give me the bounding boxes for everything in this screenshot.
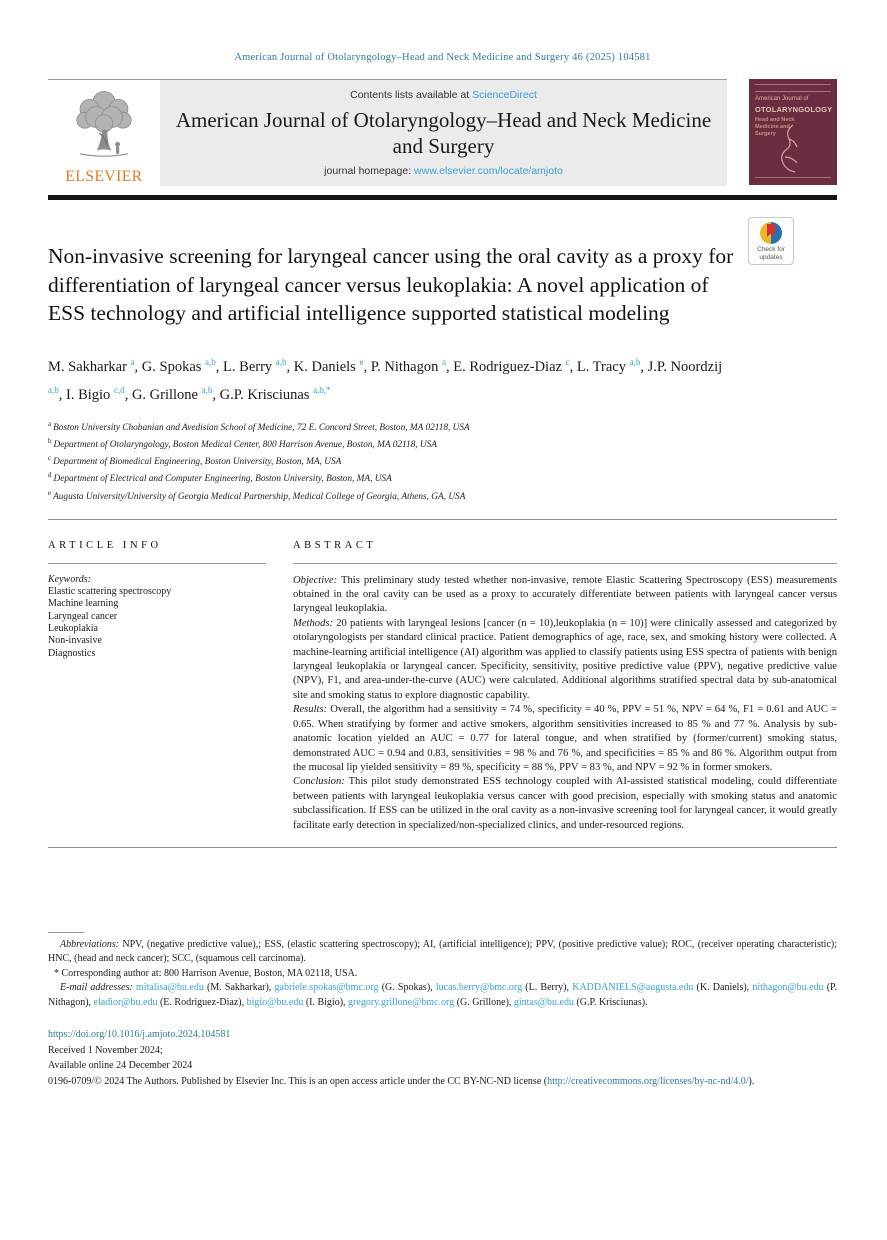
- email-addresses-note: E-mail addresses: mitalisa@bu.edu (M. Sakharkar), gabriele.spokas@bmc.org (G. Spokas), lucas.berry@bmc.org (L. Berry), KADDANIELS@augusta.edu (K. Daniels), nithagon@bu.edu (P. Nithagon), eladior@bu.edu (E. Rodriguez-Diaz), bigio@bu.edu (I. Bigio), gregory.grillone@bmc.org (G. Grillone), gintas@bu.edu (G.P. Krisciunas).: [48, 982, 838, 1008]
- author: G. Spokas $^{a,b}$ ,: [142, 359, 223, 375]
- journal-cover-thumbnail: [749, 79, 837, 185]
- abstract-paragraph-methods: Methods: 20 patients with laryngeal lesions [cancer (n = 10),leukoplakia (n = 10)] were clinically assessed and categorized by otolaryngologists per standard clinical practice. Patient demographics of age, race, sex, and smoking history were collected. A machine-learning artificial intelligence (AI) algorithm was applied to classify patients using ESS spectra of patients with benign laryngeal leukoplakia or laryngeal cancer. Specificity, sensitivity, positive predictive value (PPV), negative predictive value (NPV), F1, and area-under-the-curve (AUC) were calculated. Additional algorithms stratified spectral data by sub-anatomical site and smoking status to explore diagnostic capability.: [293, 617, 837, 701]
- check-for-updates-badge[interactable]: [748, 217, 794, 265]
- author-affil-sup[interactable]: a: [130, 357, 135, 368]
- email-link[interactable]: gabriele.spokas@bmc.org: [274, 982, 379, 994]
- keywords-label: Keywords:: [48, 573, 91, 585]
- abstract-heading: ABSTRACT: [293, 539, 377, 551]
- author: L. Berry $^{a,b}$ ,: [223, 359, 294, 375]
- affiliation: $^c$ Department of Biomedical Engineering, Boston University, Boston, MA, USA: [48, 454, 342, 468]
- email-link[interactable]: mitalisa@bu.edu: [136, 982, 204, 994]
- check-updates-label: Check for updates: [757, 246, 785, 262]
- section-divider-bottom: [48, 847, 837, 848]
- author: E. Rodriguez-Diaz $^c$ ,: [453, 359, 577, 375]
- author-affil-sup[interactable]: e: [359, 357, 364, 368]
- corresponding-marker: *: [54, 967, 59, 979]
- author: G.P. Krisciunas $^{a,b,*}$: [219, 385, 331, 404]
- cc-license-link[interactable]: http://creativecommons.org/licenses/by-nc-nd/4.0/: [547, 1075, 749, 1087]
- abstract-column: [293, 520, 837, 833]
- abstract-paragraph-results: Results: Overall, the algorithm had a sensitivity = 74 %, specificity = 40 %, PPV = 51 %, NPV = 64 %, F1 = 0.61 and AUC = 0.65. When stratifying by former and active smokers, algorithm sensitivities increased to 85 % and 77 %. Analysis by sub-anatomic location yielded an AUC = 0.77 for lateral tongue, and when stratified by (former/current) smoking status, demonstrated AUC = 0.94 and 0.83, sensitivities = 98 % and 76 %, and specificities = 85 % and 86 %. Algorithm output from the mucosal lip yielded sensitivity = 89 %, specificity = 88 %, PPV = 83 %, and NPV = 92 % in former smokers.: [293, 704, 837, 773]
- author-affil-sup[interactable]: a,b: [48, 385, 59, 396]
- doi-link[interactable]: https://doi.org/10.1016/j.amjoto.2024.104581: [48, 1029, 231, 1041]
- affiliation: $^d$ Department of Electrical and Computer Engineering, Boston University, Boston, MA, USA: [48, 471, 392, 485]
- footnote-separator-rule: [48, 932, 84, 933]
- journal-homepage-link[interactable]: www.elsevier.com/locate/amjoto: [414, 165, 563, 177]
- title-block: [48, 242, 837, 328]
- keyword: Leukoplakia: [48, 623, 98, 635]
- cover-top-band: [755, 84, 831, 92]
- author: P. Nithagon $^a$ ,: [371, 359, 454, 375]
- affiliation-list: [48, 418, 837, 503]
- journal-banner: [160, 80, 727, 186]
- author-affil-sup[interactable]: c,d: [113, 385, 125, 396]
- author: I. Bigio $^{c,d}$ ,: [66, 387, 132, 403]
- article-info-rule: [48, 563, 266, 564]
- abstract-paragraph-conclusion: Conclusion: This pilot study demonstrated ESS technology coupled with AI-assisted statistical modeling, could differentiate between patients with laryngeal leukoplakia versus cancer with good precision, especially with smoking status and anatomic subclassification. If ESS can be utilized in the oral cavity as a non-invasive screening tool for laryngeal cancer, it would greatly facilitate early detection in specialized/non-specialized clinics, and under-resourced regions.: [293, 776, 837, 831]
- author-list: [48, 352, 738, 408]
- email-link[interactable]: gintas@bu.edu: [513, 996, 574, 1008]
- email-link[interactable]: lucas.berry@bmc.org: [435, 982, 523, 994]
- contents-list-line: Contents lists available at ScienceDirect: [350, 89, 537, 101]
- author-affil-sup[interactable]: a,b: [275, 357, 287, 368]
- author: G. Grillone $^{a,b}$ ,: [132, 387, 220, 403]
- cover-subtitle: Head and Neck Medicine and Surgery: [755, 116, 795, 137]
- author-affil-sup[interactable]: a,b: [629, 357, 641, 368]
- received-date: Received 1 November 2024;: [48, 1044, 163, 1056]
- author: M. Sakharkar $^a$ ,: [48, 359, 142, 375]
- affiliation: $^a$ Boston University Chobanian and Avedisian School of Medicine, 72 E. Concord Street, Boston, MA 02118, USA: [48, 420, 470, 434]
- info-abstract-columns: [48, 520, 837, 833]
- abstract-paragraph-objective: Objective: This preliminary study tested whether non-invasive, remote Elastic Scattering Spectroscopy (ESS) measurements obtained in the oral cavity can be used as a proxy to accurately differentiate between patients with laryngeal cancer versus laryngeal leukoplakia.: [293, 574, 837, 615]
- available-online-date: Available online 24 December 2024: [48, 1060, 193, 1072]
- masthead-bottom-rule: [48, 195, 837, 200]
- corresponding-author-note: * Corresponding author at: 800 Harrison Avenue, Boston, MA 02118, USA.: [54, 967, 358, 979]
- abbreviations-note: Abbreviations: NPV, (negative predictive value),; ESS, (elastic scattering spectroscopy); AI, (artificial intelligence); PPV, (positive predictive value); ROC, (receiver operating characteristic); HNC, (head and neck cancer); SCC, (squamous cell carcinoma).: [48, 938, 838, 965]
- bookmark-ribbon-icon: [767, 224, 775, 237]
- sciencedirect-link[interactable]: ScienceDirect: [472, 89, 537, 101]
- author-affil-sup[interactable]: c: [565, 357, 570, 368]
- email-link[interactable]: eladior@bu.edu: [93, 996, 158, 1008]
- publication-details: [48, 1027, 837, 1089]
- masthead: [48, 79, 837, 186]
- footnotes: [48, 932, 837, 1011]
- cover-title-small: American Journal of: [755, 96, 809, 102]
- email-link[interactable]: gregory.grillone@bmc.org: [348, 996, 455, 1008]
- author: J.P. Noordzij $^{a,b}$ ,: [48, 359, 722, 403]
- email-link[interactable]: nithagon@bu.edu: [752, 982, 824, 994]
- keyword: Diagnostics: [48, 647, 96, 659]
- masthead-main: [48, 79, 727, 186]
- keyword: Laryngeal cancer: [48, 610, 118, 622]
- email-link[interactable]: KADDANIELS@augusta.edu: [572, 982, 694, 994]
- journal-homepage-line: journal homepage: www.elsevier.com/locate/amjoto: [324, 165, 563, 177]
- author-affil-sup[interactable]: a,b: [201, 385, 213, 396]
- email-link[interactable]: bigio@bu.edu: [246, 996, 304, 1008]
- cover-figure-sketch: [763, 123, 819, 180]
- keyword: Non-invasive: [48, 635, 102, 647]
- keyword: Elastic scattering spectroscopy: [48, 586, 172, 598]
- author-affil-sup[interactable]: a: [441, 357, 446, 368]
- affiliation: $^b$ Department of Otolaryngology, Boston Medical Center, 800 Harrison Avenue, Boston, MA 02118, USA: [48, 437, 437, 451]
- author: K. Daniels $^e$ ,: [294, 359, 371, 375]
- article-title: Non-invasive screening for laryngeal cancer using the oral cavity as a proxy for differentiation of laryngeal cancer versus leukoplakia: A novel application of ESS technology and artificial intelligence supported statistical modeling: [48, 244, 734, 325]
- article-info-column: [48, 520, 266, 833]
- affiliation: $^e$ Augusta University/University of Georgia Medical Partnership, Medical College of Georgia, Athens, GA, USA: [48, 488, 466, 502]
- journal-banner-title: American Journal of Otolaryngology–Head and Neck Medicine and Surgery: [175, 107, 712, 158]
- elsevier-logo: [48, 80, 160, 186]
- cover-title-caps: OTOLARYNGOLOGY: [755, 104, 833, 114]
- author-affil-sup[interactable]: a,b,*: [313, 385, 331, 396]
- author: L. Tracy $^{a,b}$ ,: [577, 359, 648, 375]
- abstract-rule: [293, 563, 837, 564]
- copyright-line: 0196-0709/© 2024 The Authors. Published by Elsevier Inc. This is an open access article under the CC BY-NC-ND license (http://creativecommons.org/licenses/by-nc-nd/4.0/).: [48, 1075, 755, 1087]
- author-affil-sup[interactable]: a,b: [205, 357, 216, 368]
- elsevier-wordmark: ELSEVIER: [65, 168, 143, 185]
- keyword: Machine learning: [48, 598, 119, 610]
- elsevier-tree-icon: [64, 85, 144, 170]
- journal-article-page: [0, 52, 887, 1089]
- journal-citation-header: American Journal of Otolaryngology–Head and Neck Medicine and Surgery 46 (2025) 104581: [234, 52, 651, 63]
- check-updates-icon: [760, 222, 782, 244]
- cover-bottom-rule: [755, 177, 831, 181]
- article-info-heading: ARTICLE INFO: [48, 539, 162, 551]
